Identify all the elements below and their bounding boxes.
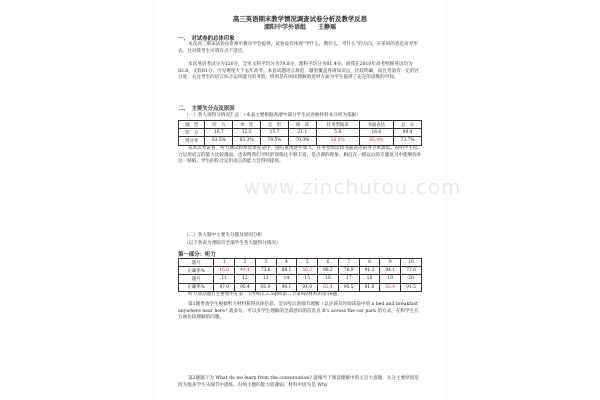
table-cell: 95.4 (235, 283, 256, 291)
table-row (179, 275, 422, 283)
table-cell: 15.7 (261, 129, 289, 137)
table-cell: 题 型 (179, 121, 205, 129)
table-cell: 17 (338, 275, 359, 283)
table-cell: 书面表达 (359, 121, 394, 129)
table-cell: 10 (401, 259, 422, 267)
table-cell: 任务型阅读 (316, 121, 359, 129)
table-cell: 1 (214, 259, 235, 267)
table-cell: 77.6 (401, 267, 422, 275)
table-cell: 正确率% (179, 283, 214, 291)
table-cell: 78.5% (261, 137, 289, 145)
table-cell: 20 (401, 275, 422, 283)
table-cell: 5 (297, 259, 318, 267)
table-cell: 81.9 (255, 283, 276, 291)
table-cell: 91.0 (297, 283, 318, 291)
table-cell: 5.8 (316, 129, 359, 137)
table-cell: 12 (235, 275, 256, 283)
table-cell: 90.1 (276, 283, 297, 291)
document-subtitle: 溧阳中学外语组 王静瑶 (263, 24, 336, 31)
listening-accuracy-table (178, 258, 422, 292)
table-cell: 11 (214, 275, 235, 283)
section-2-subheading-2: （二）各大题中主要失分题及原因分析 (184, 233, 263, 238)
table-cell: 55.4 (380, 283, 401, 291)
table-cell: 73.7% (394, 137, 422, 145)
section-1-paragraph-2: 本次英语考试分为120分，全市文科平均分为79.8分，理科平均分为81.4分。而我在2010年高考照顾英语均为83.8，文科81分，可见难度大于去年高考。本套试题语言规范，题型覆盖各项知识点，比较明确，而且考量有一定的区分度；关注考生的语言综合运用能力的考察，特别是在阅读理解的选材方面为学生提供了充足的思维的空间。 (178, 62, 420, 81)
listening-summary-paragraph: 听力部分题目主要集中在第一节中的1,2,5题和第二节第9段材料的第16题。 (188, 292, 342, 297)
table-cell: 97.0 (214, 283, 235, 291)
table-cell: 题号 (179, 275, 214, 283)
table-cell: 7 (338, 259, 359, 267)
table-cell: 70.3% (288, 137, 316, 145)
table-cell: 18 (359, 275, 380, 283)
table-cell: 16.7 (205, 129, 233, 137)
table-cell: 95.5 (338, 283, 359, 291)
table-cell: 2 (235, 259, 256, 267)
table-cell: 91.5 (401, 283, 422, 291)
table-cell: 8 (359, 259, 380, 267)
table-cell: 91.8 (359, 283, 380, 291)
table-cell: 6 (318, 259, 339, 267)
table-cell: 单 选 (233, 121, 261, 129)
table-cell: 4 (276, 259, 297, 267)
table-cell: 16 (318, 275, 339, 283)
table-cell: 76.9 (338, 267, 359, 275)
table-cell: 13 (255, 275, 276, 283)
table-cell: 题号 (179, 259, 214, 267)
table-cell: 正确率% (179, 267, 214, 275)
table-cell: 94.1 (380, 267, 401, 275)
part-1-heading: 第一部分：听力 (178, 252, 216, 258)
document-page (154, 0, 462, 400)
section-2-subheading-1: （一）各大项得分情况汇总：（本表主要根据查溧中部分学生试卷抽样样本分析为依据） (184, 113, 361, 118)
table-cell: 15 (297, 275, 318, 283)
section-1-paragraph-1: 本次高三期末试卷由常州市教育学会提供，试卷没有体现“学什么，教什么，考什么”的方向，应采用的也是高考形式，这对我考生可谓有点不适应。 (178, 42, 418, 54)
table-cell: 完 形 (261, 121, 289, 129)
section-2-subheading-3: （以下各表为溧阳市全部学生各大题得分情况） (184, 241, 281, 246)
table-cell: 66.4% (359, 137, 394, 145)
table-row (179, 259, 422, 267)
table-cell: 12.5 (233, 129, 261, 137)
section-2-heading: 二、 主要失分点及原因 (178, 106, 235, 112)
table-cell: 得分率 (179, 137, 205, 145)
question-2-analysis: 第2题题干为 What do we learn from the conversation? 就相当于阅读理解中的主旨大意题，失分主要原因是因为很多学生从细节中提炼、归纳主题的能力较薄弱，材料中因为是 Why (178, 376, 419, 388)
table-row (179, 129, 422, 137)
table-cell: 88.2 (318, 267, 339, 275)
table-cell: 16.6 (359, 129, 394, 137)
table-cell: 50.2 (297, 267, 318, 275)
score-summary-table (178, 120, 422, 146)
section-2-paragraph-1: 从本次考试看，听力测试和单选难度适中，随后难度逐步加大，任务型阅读和书面表达的得分率最低。说明学生综合运用语言的能力比较薄弱，也说明我们平时的训练还不够丰富，是点课的现象，相信在一模以后的专题复习中能够弥补这一缺陷。学生的综合运用语言的能力会得到提高。 (178, 146, 422, 165)
table-cell: 88.4 (394, 129, 422, 137)
table-cell: 21.1 (288, 129, 316, 137)
table-row (179, 283, 422, 291)
table-cell: 91.2 (359, 267, 380, 275)
table-cell: 73.6 (255, 267, 276, 275)
section-1-heading: 一、 对试卷的总体印象 (178, 36, 235, 42)
table-cell: 9 (380, 259, 401, 267)
table-cell: 均 分 (179, 129, 205, 137)
table-cell: 14 (276, 275, 297, 283)
table-cell: 62.4 (318, 283, 339, 291)
table-cell: 16.0 (214, 267, 235, 275)
table-cell: 58.0% (316, 137, 359, 145)
watermark: www.zinchutou.com (244, 175, 462, 199)
table-row (179, 267, 422, 275)
table-cell: 19 (380, 275, 401, 283)
table-cell: 总 分 (394, 121, 422, 129)
table-cell: 49.4 (235, 267, 256, 275)
table-cell: 68.1 (276, 267, 297, 275)
table-cell: 83.5% (205, 137, 233, 145)
table-row (179, 121, 422, 129)
question-1-analysis: 第1题考查学生根据听力材料获得具体信息，非实听后的细节理解（以应该及时阅读前中的 a bed and breakfast anywhere near here? 就多句，可以多学生理解的全部意识的信息点 It's across the car park 的方式，在和学生在方面比较理解的问题。 (178, 302, 419, 321)
table-cell: 阅 读 (288, 121, 316, 129)
document-title: 高三英语期末教学情况调查试卷分析及教学反思 (232, 15, 368, 23)
table-cell: 83.3% (233, 137, 261, 145)
table-cell: 3 (255, 259, 276, 267)
table-row (179, 137, 422, 145)
table-cell: 听 力 (205, 121, 233, 129)
